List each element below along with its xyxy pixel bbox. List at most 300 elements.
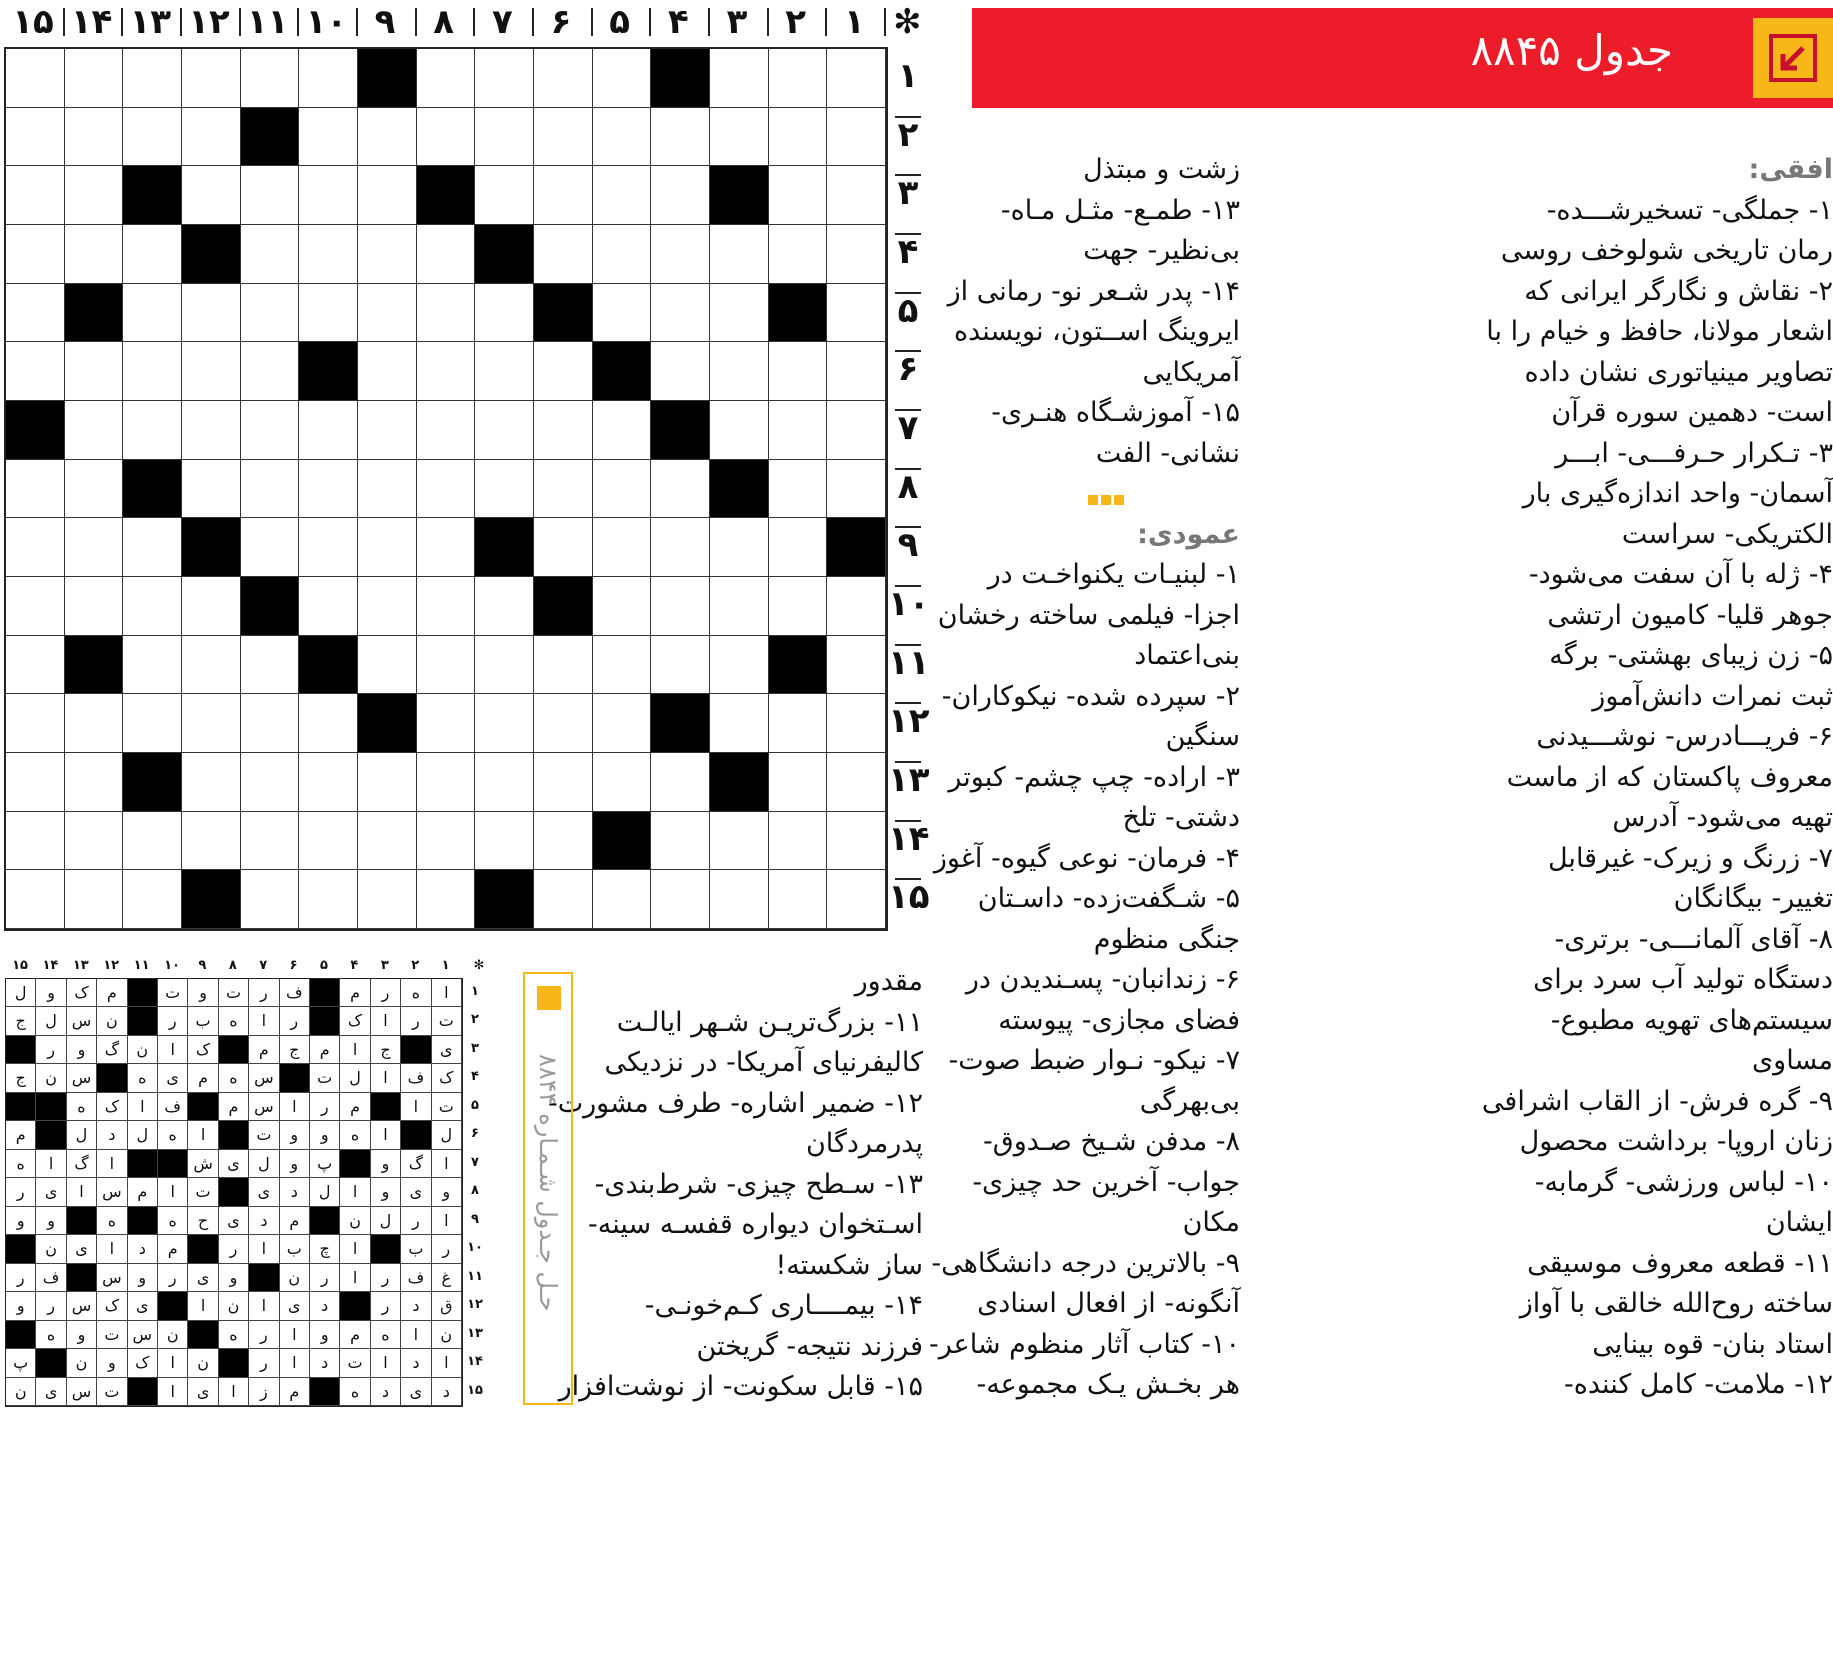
grid-cell[interactable]	[123, 284, 182, 343]
clue-line: مکان	[1182, 1207, 1240, 1238]
column-number: ۹	[374, 2, 396, 42]
black-cell	[475, 225, 534, 284]
solution-row-number: ۱۵	[467, 1382, 483, 1398]
grid-cell[interactable]	[123, 870, 182, 929]
solution-cell: ه	[158, 1121, 188, 1149]
solution-cell: ن	[340, 1207, 370, 1235]
grid-cell[interactable]	[769, 753, 828, 812]
grid-cell[interactable]	[299, 49, 358, 108]
clue-line: ۳- اراده- چپ چشم- کبوتر	[948, 761, 1240, 793]
grid-cell[interactable]	[417, 460, 476, 519]
grid-cell[interactable]	[123, 636, 182, 695]
grid-cell[interactable]	[827, 636, 886, 695]
grid-cell[interactable]	[417, 694, 476, 753]
grid-cell[interactable]	[534, 342, 593, 401]
grid-cell[interactable]	[299, 460, 358, 519]
solution-black-cell	[219, 1178, 249, 1206]
grid-cell[interactable]	[534, 49, 593, 108]
clue-line: ۷- نیکو- نـوار ضبط صوت-	[948, 1045, 1240, 1076]
grid-cell[interactable]	[593, 636, 652, 695]
solution-cell: و	[36, 979, 66, 1007]
grid-cell[interactable]	[6, 753, 65, 812]
grid-cell[interactable]	[182, 753, 241, 812]
solution-cell: ی	[188, 1264, 218, 1292]
grid-cell[interactable]	[417, 636, 476, 695]
solution-cell: ت	[97, 1321, 127, 1349]
solution-cell: ا	[432, 1349, 462, 1377]
grid-cell[interactable]	[182, 812, 241, 871]
grid-cell[interactable]	[475, 812, 534, 871]
solution-cell: ف	[401, 1264, 431, 1292]
black-cell	[651, 401, 710, 460]
solution-cell: ا	[340, 1036, 370, 1064]
clue-line: جواب- آخرین حد چیزی-	[972, 1166, 1240, 1198]
grid-cell[interactable]	[6, 812, 65, 871]
grid-cell[interactable]	[241, 518, 300, 577]
black-cell	[534, 577, 593, 636]
solution-cell: ن	[432, 1321, 462, 1349]
grid-cell[interactable]	[65, 225, 124, 284]
grid-cell[interactable]	[417, 870, 476, 929]
solution-cell: م	[6, 1121, 36, 1149]
grid-cell[interactable]	[358, 108, 417, 167]
solution-cell: ا	[340, 1178, 370, 1206]
grid-cell[interactable]	[241, 284, 300, 343]
grid-cell[interactable]	[651, 166, 710, 225]
solution-cell: ی	[128, 1292, 158, 1320]
solution-black-cell	[36, 1349, 66, 1377]
solution-cell: ک	[188, 1036, 218, 1064]
grid-cell[interactable]	[241, 753, 300, 812]
clue-line: ۴- فرمان- نوعی گیوه- آغوز	[933, 842, 1240, 874]
grid-cell[interactable]	[475, 636, 534, 695]
grid-cell[interactable]	[593, 284, 652, 343]
grid-cell[interactable]	[593, 460, 652, 519]
grid-cell[interactable]	[710, 225, 769, 284]
grid-cell[interactable]	[6, 284, 65, 343]
row-number: ۱۵	[888, 877, 930, 918]
grid-cell[interactable]	[182, 342, 241, 401]
grid-cell[interactable]	[475, 166, 534, 225]
solution-cell: ر	[36, 1292, 66, 1320]
solution-title: حـل جـدول شـمـاره ۸۸۴۴	[534, 1054, 562, 1312]
clue-line: ۱۲- ملامت- کامل کننده-	[1564, 1369, 1833, 1400]
solution-cell: س	[67, 1378, 97, 1406]
grid-cell[interactable]	[593, 870, 652, 929]
solution-cell: ق	[432, 1292, 462, 1320]
grid-cell[interactable]	[6, 694, 65, 753]
grid-cell[interactable]	[358, 812, 417, 871]
grid-cell[interactable]	[358, 577, 417, 636]
solution-cell: ن	[219, 1292, 249, 1320]
grid-cell[interactable]	[417, 108, 476, 167]
solution-cell: ه	[6, 1150, 36, 1178]
grid-cell[interactable]	[6, 870, 65, 929]
grid-cell[interactable]	[358, 753, 417, 812]
solution-row-number: ۱۱	[467, 1268, 483, 1284]
solution-cell: ه	[36, 1321, 66, 1349]
solution-black-cell	[67, 1264, 97, 1292]
grid-cell[interactable]	[123, 694, 182, 753]
grid-cell[interactable]	[651, 460, 710, 519]
grid-cell[interactable]	[593, 753, 652, 812]
solution-cell: ل	[67, 1121, 97, 1149]
grid-cell[interactable]	[123, 225, 182, 284]
grid-cell[interactable]	[769, 49, 828, 108]
grid-cell[interactable]	[358, 166, 417, 225]
solution-cell: ل	[36, 1007, 66, 1035]
grid-cell[interactable]	[299, 284, 358, 343]
grid-cell[interactable]	[123, 342, 182, 401]
grid-cell[interactable]	[769, 401, 828, 460]
grid-cell[interactable]	[299, 870, 358, 929]
grid-cell[interactable]	[827, 694, 886, 753]
grid-cell[interactable]	[534, 812, 593, 871]
solution-black-cell	[36, 1093, 66, 1121]
column-divider	[473, 8, 475, 36]
grid-cell[interactable]	[241, 636, 300, 695]
grid-cell[interactable]	[769, 225, 828, 284]
grid-cell[interactable]	[534, 108, 593, 167]
solution-cell: و	[219, 1264, 249, 1292]
solution-cell: م	[280, 1378, 310, 1406]
grid-cell[interactable]	[65, 577, 124, 636]
solution-cell: ح	[188, 1207, 218, 1235]
arrow-logo-icon	[537, 986, 561, 1010]
grid-cell[interactable]	[65, 812, 124, 871]
grid-cell[interactable]	[827, 460, 886, 519]
clue-line: مقدور	[854, 966, 923, 997]
grid-cell[interactable]	[769, 518, 828, 577]
grid-cell[interactable]	[417, 812, 476, 871]
column-divider	[591, 8, 593, 36]
grid-cell[interactable]	[65, 518, 124, 577]
grid-cell[interactable]	[182, 108, 241, 167]
grid-cell[interactable]	[6, 108, 65, 167]
grid-cell[interactable]	[241, 401, 300, 460]
solution-black-cell	[340, 1150, 370, 1178]
grid-cell[interactable]	[299, 166, 358, 225]
column-divider	[415, 8, 417, 36]
column-number: ۲	[785, 2, 807, 42]
grid-cell[interactable]	[534, 870, 593, 929]
solution-cell: ر	[401, 1007, 431, 1035]
solution-cell: ل	[371, 1207, 401, 1235]
solution-cell: ر	[36, 1036, 66, 1064]
grid-cell[interactable]	[769, 577, 828, 636]
grid-cell[interactable]	[651, 870, 710, 929]
grid-cell[interactable]	[710, 49, 769, 108]
grid-cell[interactable]	[6, 636, 65, 695]
solution-column-number: ۶	[289, 958, 298, 973]
grid-cell[interactable]	[241, 694, 300, 753]
grid-cell[interactable]	[241, 460, 300, 519]
solution-cell: ا	[158, 1036, 188, 1064]
grid-cell[interactable]	[651, 518, 710, 577]
grid-cell[interactable]	[6, 577, 65, 636]
grid-cell[interactable]	[593, 108, 652, 167]
grid-cell[interactable]	[65, 401, 124, 460]
grid-cell[interactable]	[534, 518, 593, 577]
solution-column-number: ۱۱	[133, 958, 150, 973]
solution-cell: و	[310, 1121, 340, 1149]
clue-line: ۸- مدفن شـیخ صـدوق-	[983, 1126, 1240, 1157]
row-number: ۴	[897, 232, 919, 272]
grid-cell[interactable]	[299, 401, 358, 460]
solution-cell: ه	[340, 1121, 370, 1149]
grid-cell[interactable]	[651, 812, 710, 871]
grid-cell[interactable]	[534, 460, 593, 519]
grid-cell[interactable]	[299, 694, 358, 753]
column-number: ۱۱	[246, 2, 289, 42]
grid-cell[interactable]	[358, 518, 417, 577]
grid-cell[interactable]	[65, 460, 124, 519]
grid-cell[interactable]	[6, 518, 65, 577]
grid-cell[interactable]	[534, 166, 593, 225]
solution-cell: ر	[280, 1007, 310, 1035]
grid-cell[interactable]	[475, 342, 534, 401]
grid-cell[interactable]	[182, 401, 241, 460]
grid-cell[interactable]	[475, 577, 534, 636]
grid-cell[interactable]	[827, 812, 886, 871]
solution-black-cell	[6, 1036, 36, 1064]
grid-cell[interactable]	[417, 753, 476, 812]
grid-cell[interactable]	[241, 225, 300, 284]
solution-cell: ه	[371, 1321, 401, 1349]
grid-cell[interactable]	[827, 577, 886, 636]
grid-cell[interactable]	[593, 49, 652, 108]
grid-cell[interactable]	[182, 49, 241, 108]
grid-cell[interactable]	[65, 870, 124, 929]
grid-cell[interactable]	[417, 518, 476, 577]
row-number: ۱۱	[888, 642, 930, 683]
grid-cell[interactable]	[710, 577, 769, 636]
grid-cell[interactable]	[123, 577, 182, 636]
solution-cell: ن	[188, 1349, 218, 1377]
arrow-logo-icon	[1753, 18, 1833, 98]
grid-cell[interactable]	[593, 518, 652, 577]
grid-cell[interactable]	[769, 870, 828, 929]
grid-cell[interactable]	[769, 812, 828, 871]
grid-cell[interactable]	[65, 753, 124, 812]
grid-cell[interactable]	[241, 49, 300, 108]
grid-cell[interactable]	[475, 284, 534, 343]
grid-cell[interactable]	[710, 694, 769, 753]
grid-cell[interactable]	[358, 401, 417, 460]
grid-cell[interactable]	[827, 108, 886, 167]
grid-cell[interactable]	[123, 518, 182, 577]
solution-cell: س	[97, 1178, 127, 1206]
grid-cell[interactable]	[827, 166, 886, 225]
grid-cell[interactable]	[123, 108, 182, 167]
solution-cell: د	[128, 1235, 158, 1263]
grid-cell[interactable]	[182, 284, 241, 343]
black-cell	[475, 870, 534, 929]
solution-black-cell	[6, 1093, 36, 1121]
grid-cell[interactable]	[182, 460, 241, 519]
grid-cell[interactable]	[827, 342, 886, 401]
grid-cell[interactable]	[299, 753, 358, 812]
grid-cell[interactable]	[593, 577, 652, 636]
solution-cell: ب	[280, 1235, 310, 1263]
solution-cell: ا	[128, 1093, 158, 1121]
grid-cell[interactable]	[475, 753, 534, 812]
solution-cell: ن	[67, 1349, 97, 1377]
solution-column-number: ۱۵	[12, 958, 28, 973]
grid-cell[interactable]	[710, 870, 769, 929]
grid-cell[interactable]	[593, 225, 652, 284]
solution-cell: ر	[6, 1178, 36, 1206]
clue-line: معروف پاکستان که از ماست	[1506, 761, 1833, 793]
grid-cell[interactable]	[358, 284, 417, 343]
grid-cell[interactable]	[769, 108, 828, 167]
grid-cell[interactable]	[534, 636, 593, 695]
solution-cell: ر	[432, 1235, 462, 1263]
grid-cell[interactable]	[65, 49, 124, 108]
grid-cell[interactable]	[475, 49, 534, 108]
grid-cell[interactable]	[827, 49, 886, 108]
grid-cell[interactable]	[827, 401, 886, 460]
grid-cell[interactable]	[710, 518, 769, 577]
grid-cell[interactable]	[534, 225, 593, 284]
grid-cell[interactable]	[6, 49, 65, 108]
grid-cell[interactable]	[651, 108, 710, 167]
grid-cell[interactable]	[241, 342, 300, 401]
grid-cell[interactable]	[769, 460, 828, 519]
grid-cell[interactable]	[299, 577, 358, 636]
solution-cell: ر	[371, 1264, 401, 1292]
solution-cell: س	[67, 1007, 97, 1035]
solution-cell: ر	[249, 1321, 279, 1349]
grid-cell[interactable]	[710, 284, 769, 343]
grid-cell[interactable]	[593, 694, 652, 753]
grid-cell[interactable]	[769, 342, 828, 401]
grid-cell[interactable]	[651, 636, 710, 695]
grid-cell[interactable]	[65, 108, 124, 167]
clue-section-heading: افقی:	[1748, 154, 1833, 185]
grid-cell[interactable]	[182, 694, 241, 753]
solution-black-cell	[310, 1378, 340, 1406]
solution-cell: ر	[249, 979, 279, 1007]
black-cell	[769, 636, 828, 695]
grid-cell[interactable]	[534, 694, 593, 753]
grid-cell[interactable]	[6, 225, 65, 284]
solution-column-number: ۴	[350, 958, 359, 973]
grid-cell[interactable]	[417, 49, 476, 108]
grid-cell[interactable]	[299, 108, 358, 167]
grid-cell[interactable]	[241, 166, 300, 225]
grid-cell[interactable]	[6, 166, 65, 225]
grid-cell[interactable]	[475, 401, 534, 460]
grid-cell[interactable]	[593, 166, 652, 225]
grid-cell[interactable]	[475, 460, 534, 519]
grid-cell[interactable]	[6, 460, 65, 519]
grid-cell[interactable]	[651, 225, 710, 284]
clue-line: زشت و مبتذل	[1083, 154, 1240, 185]
row-number: ۵	[897, 290, 919, 331]
solution-black-cell	[128, 1378, 158, 1406]
solution-cell: غ	[432, 1264, 462, 1292]
solution-cell: ت	[97, 1378, 127, 1406]
clue-line: است- دهمین سوره قرآن	[1551, 397, 1833, 428]
grid-cell[interactable]	[65, 342, 124, 401]
grid-cell[interactable]	[534, 401, 593, 460]
solution-cell: ن	[97, 1007, 127, 1035]
grid-cell[interactable]	[6, 342, 65, 401]
grid-cell[interactable]	[241, 812, 300, 871]
grid-cell[interactable]	[417, 284, 476, 343]
solution-cell: ن	[158, 1321, 188, 1349]
grid-cell[interactable]	[710, 812, 769, 871]
grid-cell[interactable]	[182, 166, 241, 225]
grid-cell[interactable]	[710, 342, 769, 401]
solution-cell: ی	[401, 1178, 431, 1206]
grid-cell[interactable]	[299, 812, 358, 871]
grid-cell[interactable]	[358, 870, 417, 929]
grid-cell[interactable]	[417, 401, 476, 460]
grid-cell[interactable]	[827, 225, 886, 284]
grid-cell[interactable]	[475, 108, 534, 167]
grid-cell[interactable]	[534, 753, 593, 812]
grid-cell[interactable]	[651, 342, 710, 401]
grid-cell[interactable]	[358, 225, 417, 284]
grid-cell[interactable]	[299, 225, 358, 284]
clue-line: ۱۵- آموزشـگاه هنـری-	[991, 397, 1240, 428]
grid-cell[interactable]	[651, 753, 710, 812]
grid-cell[interactable]	[827, 870, 886, 929]
grid-cell[interactable]	[417, 342, 476, 401]
grid-cell[interactable]	[123, 812, 182, 871]
solution-cell: ا	[67, 1178, 97, 1206]
grid-cell[interactable]	[417, 577, 476, 636]
solution-cell: س	[249, 1064, 279, 1092]
solution-cell: م	[97, 979, 127, 1007]
column-divider	[63, 8, 65, 36]
clue-line: ایشان	[1765, 1207, 1833, 1238]
grid-cell[interactable]	[769, 694, 828, 753]
grid-cell[interactable]	[651, 284, 710, 343]
grid-cell[interactable]	[475, 694, 534, 753]
grid-cell[interactable]	[593, 401, 652, 460]
grid-cell[interactable]	[123, 401, 182, 460]
grid-cell[interactable]	[358, 342, 417, 401]
grid-cell[interactable]	[710, 401, 769, 460]
grid-cell[interactable]	[299, 518, 358, 577]
solution-cell: ل	[432, 1121, 462, 1149]
solution-cell: ه	[340, 1378, 370, 1406]
grid-cell[interactable]	[241, 870, 300, 929]
grid-cell[interactable]	[65, 166, 124, 225]
grid-cell[interactable]	[710, 108, 769, 167]
grid-cell[interactable]	[769, 166, 828, 225]
grid-cell[interactable]	[123, 49, 182, 108]
solution-cell: ا	[340, 1264, 370, 1292]
grid-cell[interactable]	[827, 284, 886, 343]
grid-cell[interactable]	[182, 577, 241, 636]
grid-cell[interactable]	[827, 753, 886, 812]
grid-cell[interactable]	[358, 636, 417, 695]
solution-cell: و	[6, 1207, 36, 1235]
grid-cell[interactable]	[182, 636, 241, 695]
grid-cell[interactable]	[651, 577, 710, 636]
solution-column-number: ۱	[441, 958, 450, 973]
grid-cell[interactable]	[358, 460, 417, 519]
grid-cell[interactable]	[65, 694, 124, 753]
row-number: ۱۴	[888, 818, 930, 859]
grid-cell[interactable]	[710, 636, 769, 695]
grid-cell[interactable]	[417, 225, 476, 284]
solution-column-number: ۱۴	[42, 958, 59, 973]
